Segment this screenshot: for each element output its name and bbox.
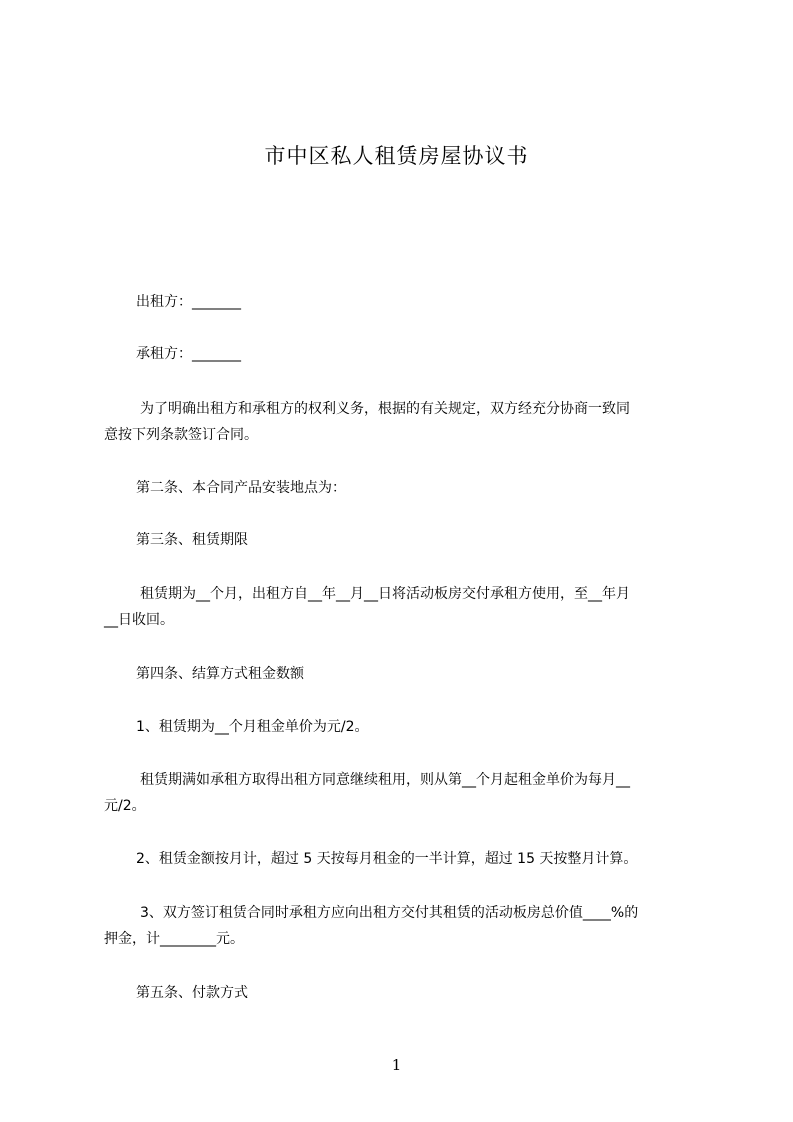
item-1-text: 1、租赁期为__个月租金单价为元/2。 <box>136 719 369 735</box>
lessor-line: 出租方：_______ <box>136 294 241 310</box>
item-3-line-2: 押金，计________元。 <box>104 931 244 947</box>
article-2-text: 第二条、本合同产品安装地点为： <box>136 480 346 496</box>
article-3-body-line-2: __日收回。 <box>104 612 174 628</box>
article-4-heading: 第四条、结算方式租金数额 <box>136 666 304 682</box>
article-3-heading: 第三条、租赁期限 <box>136 532 248 548</box>
intro-paragraph-line-2: 意按下列条款签订合同。 <box>104 427 258 443</box>
item-2-text: 2、租赁金额按月计，超过 5 天按每月租金的一半计算，超过 15 天按整月计算。 <box>136 851 638 867</box>
article-3-body-line-1: 租赁期为__个月，出租方自__年__月__日将活动板房交付承租方使用，至__年月 <box>140 586 630 602</box>
article-5-heading: 第五条、付款方式 <box>136 985 248 1001</box>
intro-paragraph-line-1: 为了明确出租方和承租方的权利义务，根据的有关规定，双方经充分协商一致同 <box>140 401 630 417</box>
renewal-paragraph-line-2: 元/2。 <box>104 798 146 814</box>
renewal-paragraph-line-1: 租赁期满如承租方取得出租方同意继续租用，则从第__个月起租金单价为每月__ <box>140 772 630 788</box>
item-3-line-1: 3、双方签订租赁合同时承租方应向出租方交付其租赁的活动板房总价值____%的 <box>140 905 639 921</box>
lessee-line: 承租方：_______ <box>136 346 241 362</box>
document-title: 市中区私人租赁房屋协议书 <box>264 144 529 168</box>
page-number: 1 <box>391 1056 402 1074</box>
